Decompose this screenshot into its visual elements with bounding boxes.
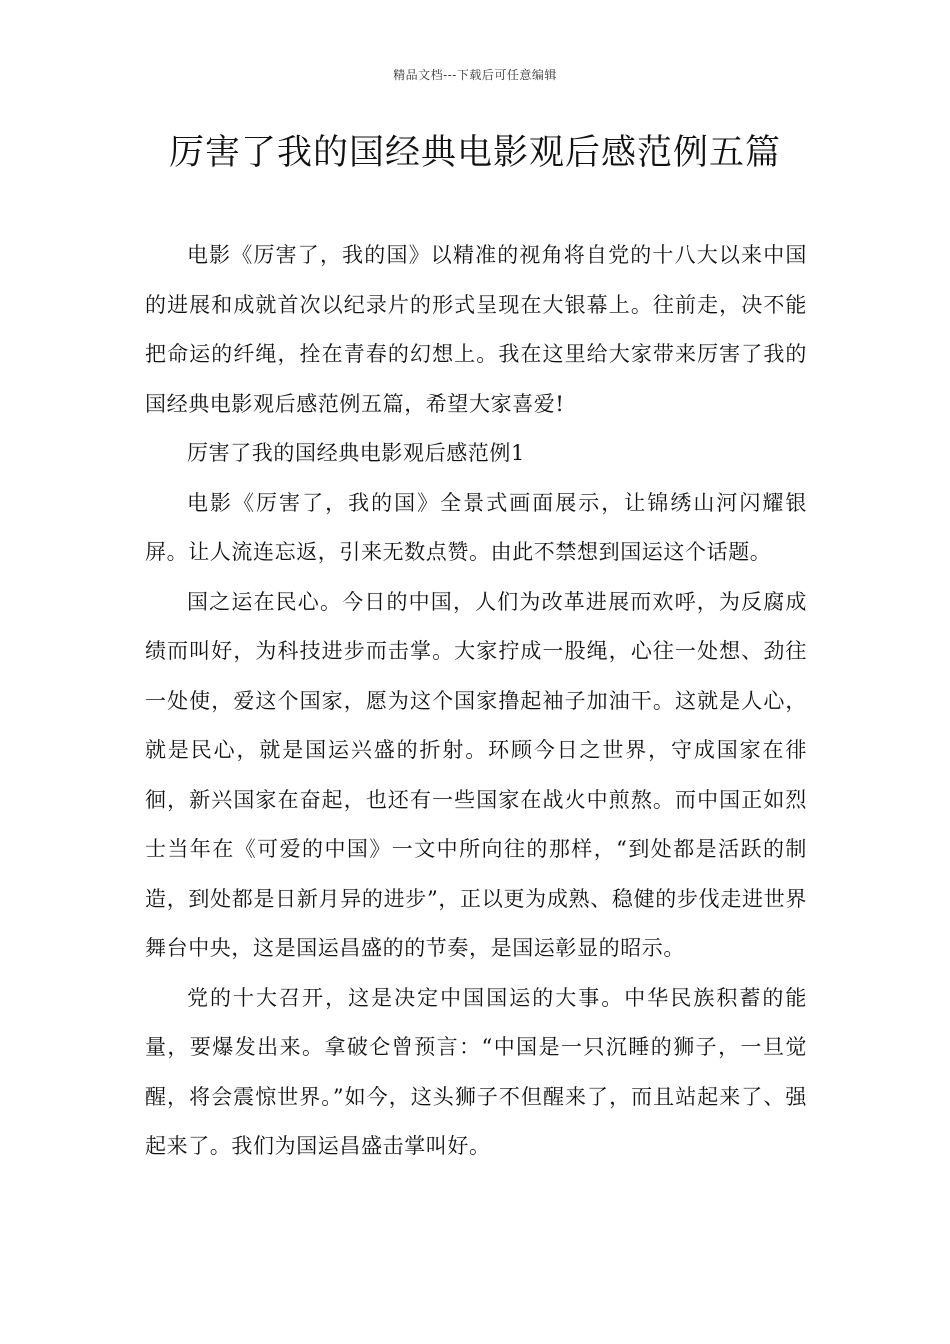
- header-note: 精品文档---下载后可任意编辑: [393, 68, 557, 82]
- body-paragraph-1: 电影《厉害了，我的国》全景式画面展示，让锦绣山河闪耀银屏。让人流连忘返，引来无数点赞。由此不禁想到国运这个话题。: [145, 490, 807, 564]
- document-title: 厉害了我的国经典电影观后感范例五篇: [168, 133, 781, 173]
- intro-paragraph: 电影《厉害了，我的国》以精准的视角将自党的十八大以来中国的进展和成就首次以纪录片的形式呈现在大银幕上。往前走，决不能把命运的纤绳，拴在青春的幻想上。我在这里给大家带来厉害了我的国经典电影观后感范例五篇，希望大家喜爱!: [145, 243, 807, 416]
- body-paragraph-2: 国之运在民心。今日的中国，人们为改革进展而欢呼，为反腐成绩而叫好，为科技进步而击掌。大家拧成一股绳，心往一处想、劲往一处使，爱这个国家，愿为这个国家撸起袖子加油干。这就是人心，就是民心，就是国运兴盛的折射。环顾今日之世界，守成国家在徘徊，新兴国家在奋起，也还有一些国家在战火中煎熬。而中国正如烈士当年在《可爱的中国》一文中所向往的那样，“到处都是活跃的制造，到处都是日新月异的进步”，正以更为成熟、稳健的步伐走进世界舞台中央，这是国运昌盛的的节奏，是国运彰显的昭示。: [145, 589, 807, 960]
- body-paragraph-3: 党的十大召开，这是决定中国国运的大事。中华民族积蓄的能量，要爆发出来。拿破仑曾预言：“中国是一只沉睡的狮子，一旦觉醒，将会震惊世界。”如今，这头狮子不但醒来了，而且站起来了、强起来了。我们为国运昌盛击掌叫好。: [145, 985, 807, 1158]
- document-body: [145, 231, 807, 1172]
- section-heading: 厉害了我的国经典电影观后感范例1: [187, 441, 525, 465]
